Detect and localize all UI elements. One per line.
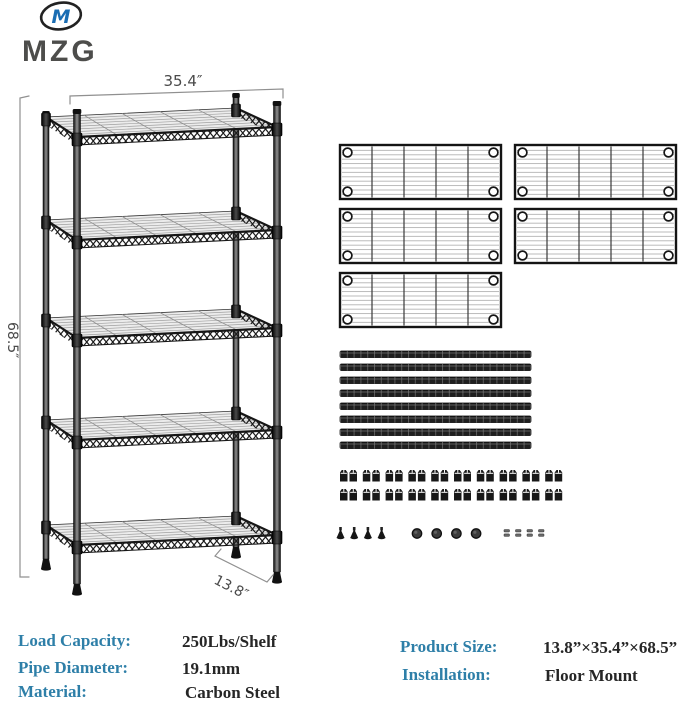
part-foot-pad <box>471 529 480 538</box>
part-shelf-clip <box>500 470 508 482</box>
part-pole <box>340 377 531 384</box>
spec-value-load-capacity: 250Lbs/Shelf <box>182 632 277 651</box>
back-left-post-collar <box>42 314 51 327</box>
spec-label-product-size: Product Size: <box>400 637 498 656</box>
front-left-post <box>74 112 81 584</box>
back-right-post-collar <box>232 207 241 220</box>
part-shelf-clip <box>555 489 563 501</box>
part-shelf-panel <box>515 145 676 199</box>
part-leveling-foot <box>378 527 386 539</box>
back-right-post-foot <box>231 547 241 559</box>
part-shelf-clip <box>522 470 530 482</box>
rack-illustration <box>41 93 282 596</box>
part-shelf-clip <box>350 470 358 482</box>
part-shelf-clip <box>464 470 472 482</box>
part-screw-set <box>504 530 510 537</box>
front-left-post-foot <box>72 584 82 596</box>
part-shelf-clip <box>486 470 494 482</box>
spec-label-pipe-diameter: Pipe Diameter: <box>18 658 128 677</box>
part-shelf-clip <box>477 470 485 482</box>
width-dimension-label: 35.4″ <box>163 72 203 90</box>
part-shelf-clip <box>509 489 516 501</box>
part-shelf-clip <box>372 489 380 501</box>
spec-value-material: Carbon Steel <box>185 683 280 702</box>
part-shelf-clip <box>522 489 530 501</box>
part-shelf-clip <box>408 489 416 501</box>
front-left-post-collar <box>72 334 82 347</box>
front-right-post-collar <box>272 531 282 544</box>
spec-value-pipe-diameter: 19.1mm <box>182 659 241 678</box>
back-left-post-foot <box>41 559 51 571</box>
front-right-post-collar <box>272 426 282 439</box>
front-left-post-collar <box>72 133 82 146</box>
part-screw-set <box>516 530 522 537</box>
back-left-post <box>43 114 49 559</box>
logo-text: MZG <box>22 35 98 68</box>
part-leveling-foot <box>364 527 372 539</box>
part-shelf-clip <box>441 489 449 501</box>
part-shelf-panel <box>340 145 501 199</box>
part-screw-set <box>527 530 533 537</box>
part-shelf-clip <box>431 470 439 482</box>
part-shelf-clip <box>386 470 394 482</box>
height-dimension-label: 68.5″ <box>4 322 20 359</box>
front-right-post-collar <box>272 226 282 239</box>
back-right-post-collar <box>232 305 241 318</box>
front-right-post <box>274 104 281 572</box>
part-shelf-clip <box>363 489 371 501</box>
part-shelf-clip <box>395 489 403 501</box>
front-right-post-collar <box>272 123 282 136</box>
spec-value-product-size: 13.8”×35.4”×68.5” <box>543 638 678 657</box>
part-shelf-clip <box>350 489 358 501</box>
back-left-post-collar <box>42 216 51 229</box>
part-shelf-clip <box>408 470 416 482</box>
part-shelf-clip <box>418 470 426 482</box>
part-pole <box>340 429 531 436</box>
part-shelf-clip <box>545 470 553 482</box>
spec-value-installation: Floor Mount <box>545 666 638 685</box>
back-left-post-collar <box>42 416 51 429</box>
width-dimension-line <box>70 89 283 104</box>
part-shelf-clip <box>454 489 462 501</box>
spec-label-material: Material: <box>18 682 87 701</box>
part-shelf-clip <box>555 470 563 482</box>
part-shelf-clip <box>509 470 516 482</box>
part-leveling-foot <box>350 527 358 539</box>
part-shelf-clip <box>486 489 494 501</box>
part-screw-set <box>539 530 545 537</box>
part-pole <box>340 442 531 449</box>
part-shelf-clip <box>532 470 540 482</box>
back-left-post-collar <box>42 521 51 534</box>
spec-label-load-capacity: Load Capacity: <box>18 631 131 650</box>
part-pole <box>340 416 531 423</box>
front-right-post-foot <box>272 572 282 584</box>
part-shelf-clip <box>363 470 371 482</box>
parts-diagram <box>337 145 677 539</box>
part-shelf-clip <box>477 489 485 501</box>
spec-label-installation: Installation: <box>402 665 491 684</box>
part-shelf-clip <box>454 470 462 482</box>
part-shelf-clip <box>340 470 348 482</box>
part-foot-pad <box>412 529 421 538</box>
back-right-post-collar <box>232 407 241 420</box>
back-left-post-collar <box>42 113 51 126</box>
front-left-post-cap <box>73 109 82 114</box>
back-right-post-cap <box>232 93 240 98</box>
height-dimension-line <box>20 96 29 577</box>
front-right-post-collar <box>272 324 282 337</box>
part-pole <box>340 351 531 358</box>
part-shelf-clip <box>532 489 540 501</box>
part-shelf-panel <box>515 209 676 263</box>
depth-dimension-label: 13.8″ <box>211 572 251 604</box>
part-shelf-panel <box>340 209 501 263</box>
part-pole <box>340 364 531 371</box>
part-leveling-foot <box>337 527 345 539</box>
part-shelf-clip <box>418 489 426 501</box>
part-shelf-clip <box>441 470 449 482</box>
front-left-post-collar <box>72 436 82 449</box>
part-pole <box>340 390 531 397</box>
part-shelf-clip <box>500 489 508 501</box>
part-shelf-panel <box>340 273 501 327</box>
part-shelf-clip <box>386 489 394 501</box>
part-shelf-clip <box>431 489 439 501</box>
part-pole <box>340 403 531 410</box>
part-shelf-clip <box>372 470 380 482</box>
front-left-post-collar <box>72 236 82 249</box>
part-shelf-clip <box>395 470 403 482</box>
back-right-post-collar <box>232 512 241 525</box>
front-right-post-cap <box>273 101 282 106</box>
part-shelf-clip <box>464 489 472 501</box>
part-shelf-clip <box>340 489 348 501</box>
part-foot-pad <box>452 529 461 538</box>
front-left-post-collar <box>72 541 82 554</box>
back-right-post-collar <box>232 104 241 117</box>
part-foot-pad <box>432 529 441 538</box>
part-shelf-clip <box>545 489 553 501</box>
logo-monogram: M <box>51 6 71 28</box>
